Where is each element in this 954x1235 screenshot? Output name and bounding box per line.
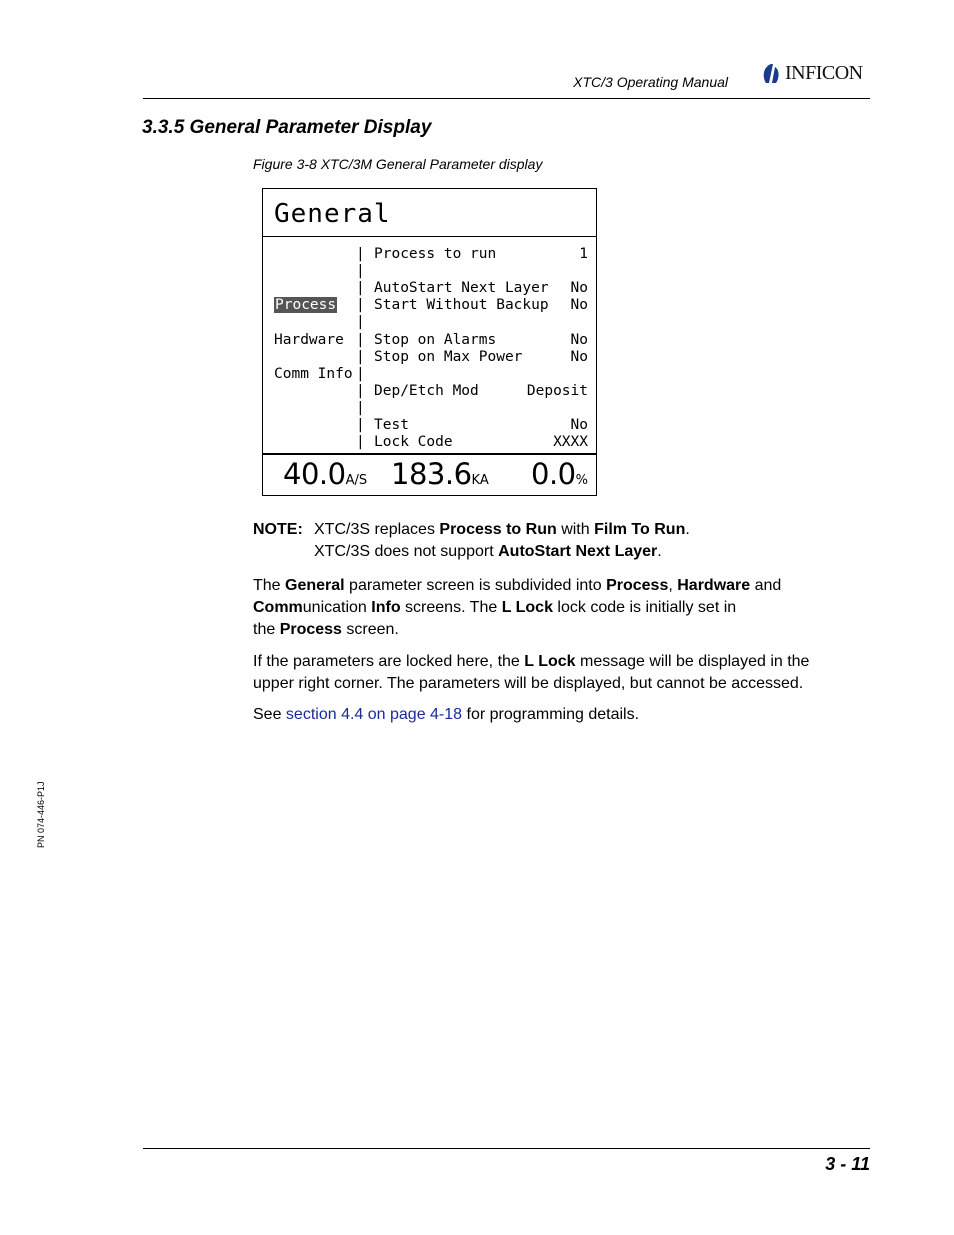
manual-title: XTC/3 Operating Manual <box>573 74 728 90</box>
separator: | <box>356 263 365 279</box>
section-link[interactable]: section 4.4 on page 4-18 <box>285 706 463 723</box>
param-value-test: No <box>570 417 588 433</box>
separator: | <box>356 383 365 399</box>
lcd-divider <box>263 236 596 237</box>
menu-item-hardware: Hardware <box>274 332 344 348</box>
param-label-stop-on-alarms: Stop on Alarms <box>374 332 497 348</box>
param-label-autostart: AutoStart Next Layer <box>374 280 549 296</box>
separator: | <box>356 434 365 450</box>
paragraph-general: The General parameter screen is subdivided into Process, Hardware and Communication Info screens. The L Lock lock code is initially set in the Process screen. <box>253 577 782 638</box>
param-value-lock-code: XXXX <box>553 434 588 450</box>
thickness-reading: 183.6KA <box>391 457 489 491</box>
separator: | <box>356 297 365 313</box>
separator: | <box>356 349 365 365</box>
separator: | <box>356 332 365 348</box>
power-reading: 0.0% <box>531 457 588 491</box>
param-label-stop-on-max-power: Stop on Max Power <box>374 349 523 365</box>
header-rule <box>143 98 870 99</box>
logo-text: INFICON <box>785 61 863 84</box>
param-value-stop-on-alarms: No <box>570 332 588 348</box>
param-value-autostart: No <box>570 280 588 296</box>
separator: | <box>356 417 365 433</box>
lcd-display <box>262 188 597 496</box>
section-title: 3.3.5 General Parameter Display <box>142 117 432 138</box>
separator: | <box>356 280 365 296</box>
paragraph-see: See section 4.4 on page 4-18 for programming details. <box>253 706 640 723</box>
param-label-lock-code: Lock Code <box>374 434 453 450</box>
menu-item-comm-info: Comm Info <box>274 366 353 382</box>
note-label: NOTE: <box>253 521 303 538</box>
separator: | <box>356 366 365 382</box>
separator: | <box>356 400 365 416</box>
menu-item-process: Process <box>275 297 337 313</box>
separator: | <box>356 314 365 330</box>
note-line-2: XTC/3S does not support AutoStart Next Layer. <box>314 543 662 560</box>
lcd-title: General <box>274 199 391 229</box>
param-label-test: Test <box>374 417 409 433</box>
lcd-divider <box>263 453 596 455</box>
param-value-stop-on-max-power: No <box>570 349 588 365</box>
footer-rule <box>143 1148 870 1149</box>
page-number: 3 - 11 <box>825 1154 870 1174</box>
inficon-logo-icon <box>760 61 782 85</box>
param-label-process-to-run: Process to run <box>374 246 497 262</box>
inficon-logo <box>760 60 863 86</box>
param-value-process-to-run: 1 <box>579 246 588 262</box>
figure-caption: Figure 3-8 XTC/3M General Parameter display <box>253 156 543 172</box>
param-label-start-without-backup: Start Without Backup <box>374 297 549 313</box>
param-value-start-without-backup: No <box>570 297 588 313</box>
note-line-1: XTC/3S replaces Process to Run with Film To Run. <box>314 521 690 538</box>
param-value-dep-etch-mod: Deposit <box>526 383 588 399</box>
param-label-dep-etch-mod: Dep/Etch Mod <box>374 383 479 399</box>
separator: | <box>356 246 365 262</box>
rate-reading: 40.0A/S <box>283 457 368 491</box>
part-number: PN 074-446-P1J <box>36 781 46 848</box>
paragraph-lock: If the parameters are locked here, the L Lock message will be displayed in the upper right corner. The parameters will be displayed, but cannot be accessed. <box>253 653 810 692</box>
